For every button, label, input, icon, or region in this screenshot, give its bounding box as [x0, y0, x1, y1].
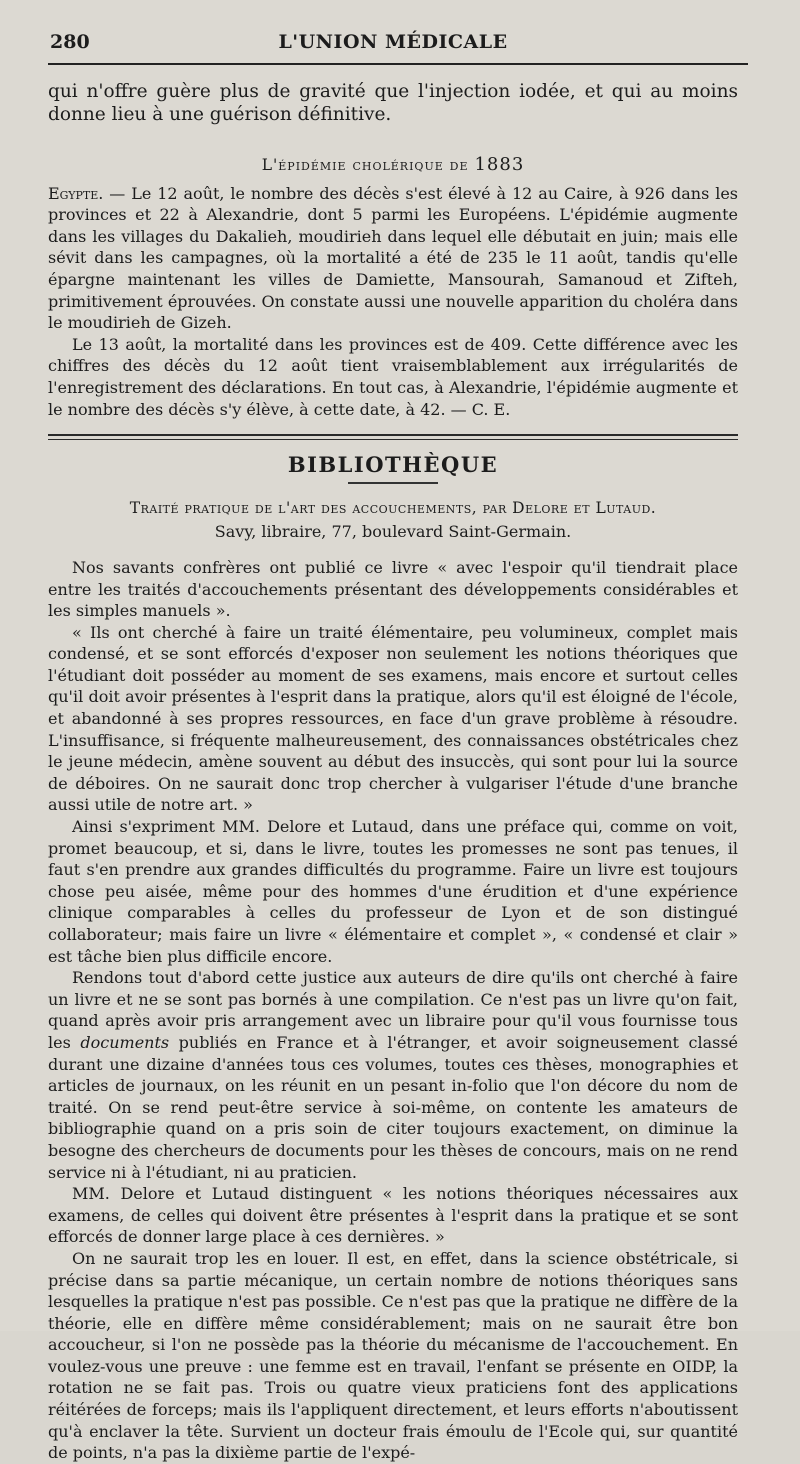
review-paragraph-6: On ne saurait trop les en louer. Il est, en effet, dans la science obstétricale, si précise dans sa partie mécanique, un certain nombre de notions théoriques sans lesquelles la pratique n'est pas possible. Ce n'est pas que la pratique ne diffère de la théorie, elle en diffère même considérablement; mais on ne saurait être bon accoucheur, si l'on ne possède pas la théorie du mécanisme de l'accouchement. En voulez-vous une preuve : une femme est en travail, l'enfant se présente en OIDP, la rotation ne se fait pas. Trois ou quatre vieux praticiens font des applications réitérées de forceps; mais ils l'appliquent directement, et leurs efforts n'aboutissent qu'à enclaver la tête. Survient un docteur frais émoulu de l'Ecole qui, sur quantité de points, n'a pas la dixième partie de l'expé-: [48, 1248, 738, 1463]
review-paragraph-2: « Ils ont cherché à faire un traité élémentaire, peu volumineux, complet mais condensé, et se sont efforcés d'exposer non seulement les notions théoriques que l'étudiant doit posséder au moment de ses examens, mais encore et surtout celles qu'il doit avoir présentes à l'esprit dans la pratique, alors qu'il est éloigné de l'école, et abandonné à ses propres ressources, en face d'un grave problème à résoudre. L'insuffisance, si fréquente malheureusement, des connaissances obstétricales chez le jeune médecin, amène souvent au début des insuccès, qui sont pour lui la source de déboires. On ne saurait donc trop chercher à vulgariser l'étude d'une branche aussi utile de notre art. »: [48, 622, 738, 815]
intro-paragraph: qui n'offre guère plus de gravité que l'injection iodée, et qui au moins donne lieu à une guérison définitive.: [48, 81, 738, 125]
book-publisher: Savy, libraire, 77, boulevard Saint-Germain.: [214, 522, 572, 542]
cholera-lead-word: Egypte.: [48, 183, 104, 203]
cholera-paragraph-1: [48, 183, 738, 334]
page-content: [48, 80, 738, 1464]
cholera-title-year: 1883: [474, 154, 525, 175]
bibliotheque-rule: [348, 482, 438, 484]
running-head: [48, 31, 738, 57]
cholera-title-text: L'épidémie cholérique de: [261, 156, 469, 174]
review-paragraph-3: Ainsi s'expriment MM. Delore et Lutaud, dans une préface qui, comme on voit, promet beaucoup, et si, dans le livre, toutes les promesses ne sont pas tenues, il faut s'en prendre aux grandes difficultés du programme. Faire un livre est toujours chose peu aisée, même pour des hommes d'une érudition et d'une expérience clinique comparables à celles du professeur de Lyon et de son distingué collaborateur; mais faire un livre « élémentaire et complet », « condensé et clair » est tâche bien plus difficile encore.: [48, 817, 738, 966]
journal-title: L'UNION MÉDICALE: [278, 31, 508, 53]
review-p4-part-b: publiés en France et à l'étranger, et avoir soigneusement classé durant une dizaine d'années tous ces volumes, toutes ces thèses, monographies et articles de journaux, on les réunit en un pesant in-folio que l'on décore du nom de traité. On se rend peut-être service à soi-même, on contente les amateurs de bibliographie quand on a pris soin de citer toujours exactement, on diminue la besogne des chercheurs de documents pour les thèses de concours, mais on ne rend service ni à l'étudiant, ni au praticien.: [48, 1032, 739, 1182]
review-paragraph-5: MM. Delore et Lutaud distinguent « les notions théoriques nécessaires aux examens, de celles qui doivent être présentes à l'esprit dans la pratique et se sont efforcés de donner large place à ces dernières. »: [48, 1184, 738, 1247]
cholera-p1-text: — Le 12 août, le nombre des décès s'est élevé à 12 au Caire, à 926 dans les provinces et 22 à Alexandrie, dont 5 parmi les Européens. L'épidémie augmente dans les villages du Dakalieh, moudirieh dans lequel elle débutait en juin; mais elle sévit dans les campagnes, où la mortalité a été de 235 le 11 août, tandis qu'elle épargne maintenant les villes de Damiette, Mansourah, Samanoud et Zifteh, primitivement éprouvées. On constate aussi une nouvelle apparition du choléra dans le moudirieh de Gizeh.: [48, 183, 738, 333]
book-title: Traité pratique de l'art des accouchements, par Delore et Lutaud.: [129, 498, 657, 517]
section-double-rule: [48, 434, 738, 440]
bibliotheque-heading: BIBLIOTHÈQUE: [287, 452, 499, 478]
page-number: 280: [50, 31, 90, 53]
review-paragraph-4: [48, 967, 738, 1183]
cholera-paragraph-2: Le 13 août, la mortalité dans les provinces est de 409. Cette différence avec les chiffres des décès du 12 août tient vraisemblablement aux irrégularités de l'enregistrement des déclarations. En tout cas, à Alexandrie, l'épidémie augmente et le nombre des décès s'y élève, à cette date, à 42. — C. E.: [48, 334, 738, 419]
header-rule: [48, 63, 748, 65]
review-paragraph-1: Nos savants confrères ont publié ce livre « avec l'espoir qu'il tiendrait place entre les traités d'accouchements présentant des développements considérables et les simples manuels ».: [48, 557, 738, 621]
review-p4-part-a: Rendons tout d'abord cette justice aux auteurs de dire qu'ils ont cherché à faire un livre et ne se sont pas bornés à une compilation. Ce n'est pas un livre qu'on fait, quand après avoir pris arrangement avec un libraire pour qu'il vous fournisse tous les: [48, 968, 738, 1052]
cholera-section-title: [48, 154, 738, 177]
review-p4-emphasis: documents: [80, 1032, 170, 1052]
